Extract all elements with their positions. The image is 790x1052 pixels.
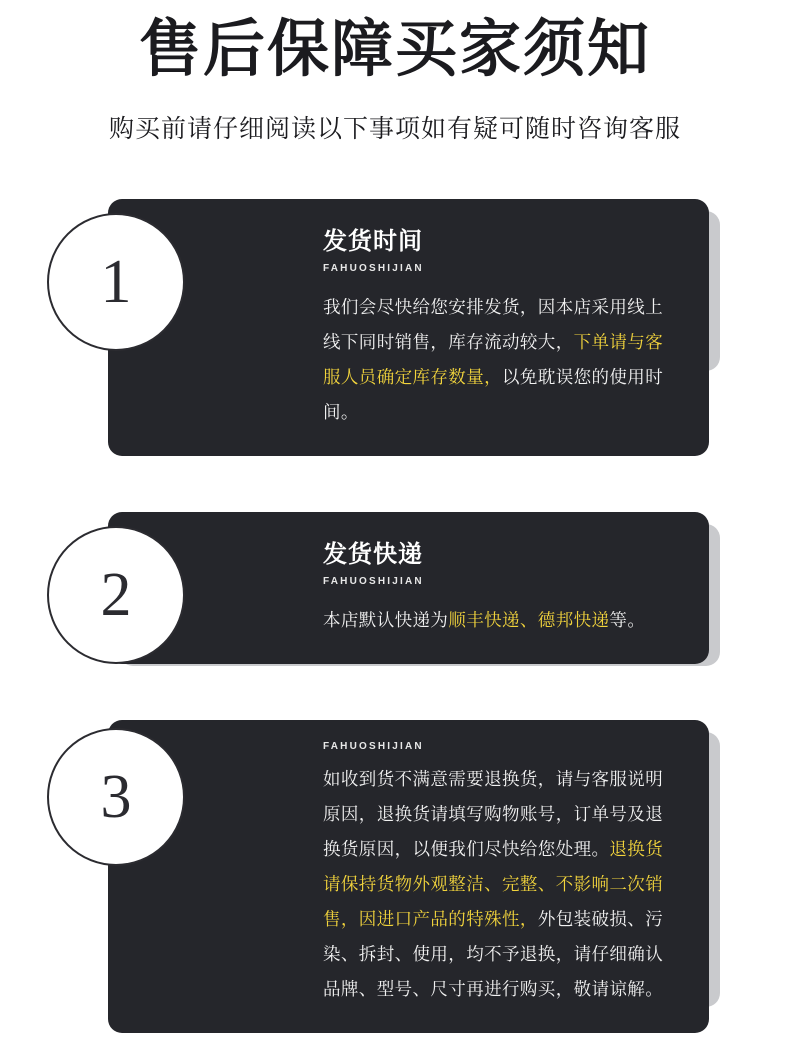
card-number-badge: 3 xyxy=(47,728,185,866)
card-text-segment: 本店默认快递为 xyxy=(323,610,449,631)
card-body xyxy=(108,199,709,456)
card-body xyxy=(108,512,709,664)
card-text-segment: 外包装破损、污染、拆封、使用，均不予退换，请仔细确认品牌、型号、尺寸再进行购买，敬请谅解。 xyxy=(323,909,664,1000)
notice-card xyxy=(0,512,790,664)
card-title: 发货快递 xyxy=(323,541,423,569)
card-text xyxy=(323,762,675,1007)
card-body xyxy=(108,720,709,1033)
card-text xyxy=(323,290,675,430)
card-pinyin: FAHUOSHIJIAN xyxy=(323,576,424,588)
notice-card xyxy=(0,720,790,1033)
card-text-segment-highlight: 退换货请保持货物外观整洁、完整、不影响二次销售，因进口产品的特殊性， xyxy=(323,839,664,930)
card-text-segment: 我们会尽快给您安排发货，因本店采用线上线下同时销售，库存流动较大， xyxy=(323,297,664,353)
poster-header xyxy=(0,0,790,145)
notice-card xyxy=(0,199,790,456)
card-text-segment: 等。 xyxy=(609,610,646,631)
card-number-badge: 1 xyxy=(47,213,185,351)
card-title: 发货时间 xyxy=(323,228,423,256)
card-number-badge: 2 xyxy=(47,526,185,664)
card-text-segment-highlight: 顺丰快递、德邦快递 xyxy=(448,610,610,631)
card-text-segment-highlight: 下单请与客服人员确定库存数量， xyxy=(323,332,664,388)
card-text-segment: 以免耽误您的使用时间。 xyxy=(323,367,664,423)
page-title: 售后保障买家须知 xyxy=(138,15,651,84)
card-text-segment: 如收到货不满意需要退换货，请与客服说明原因，退换货请填写购物账号，订单号及退换货原因，以便我们尽快给您处理。 xyxy=(323,769,664,860)
card-pinyin: FAHUOSHIJIAN xyxy=(323,741,424,753)
page-subtitle: 购买前请仔细阅读以下事项如有疑可随时咨询客服 xyxy=(108,115,681,144)
notice-card-list xyxy=(0,199,790,1033)
card-text xyxy=(323,603,675,638)
card-pinyin: FAHUOSHIJIAN xyxy=(323,263,424,275)
